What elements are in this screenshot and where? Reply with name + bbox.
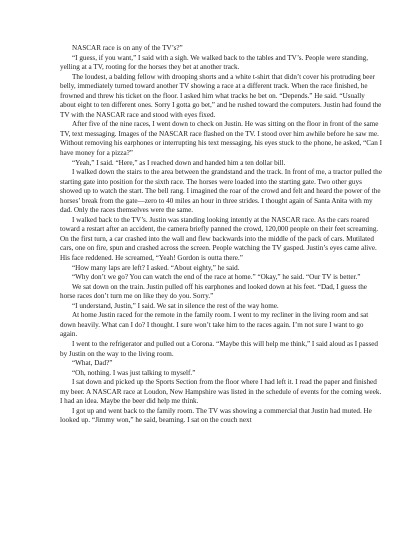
paragraph: I went to the refrigerator and pulled out a Corona. “Maybe this will help me think,” I said aloud as I passed by Justin on the way to the living room. — [60, 339, 378, 358]
paragraph: “What, Dad?” — [72, 359, 113, 368]
paragraph: “Why don’t we go? You can watch the end of the race at home.” “Okay,” he said. “Our TV is better.” — [72, 273, 361, 282]
paragraph: “I guess, if you want,” I said with a sigh. We walked back to the tables and TV’s. People were standing, yelling at a TV, rooting for the horses they bet at another track. — [60, 53, 369, 72]
paragraph: NASCAR race is on any of the TV’s?” — [72, 44, 183, 52]
paragraph: “Oh, nothing. I was just talking to myself.” — [72, 368, 196, 377]
document-page — [60, 44, 382, 426]
paragraph: “Yeah,” I said. “Here,” as I reached down and handed him a ten dollar bill. — [72, 158, 286, 167]
paragraph: I sat down and picked up the Sports Section from the floor where I had left it. I read the paper and finished my beer. A NASCAR race at Loudon, New Hampshire was listed in the schedule of events for the coming week. I had an idea. Maybe the beer did help me think. — [60, 378, 382, 406]
paragraph: The loudest, a balding fellow with drooping shorts and a white t-shirt that didn’t cover his protruding beer belly, immediately turned toward another TV showing a race at a different track. When the race finished, he frowned and threw his ticket on the floor. I asked him what tracks he bet on. “Depends.” He said. “Usually about eight to ten different ones. Sorry I gotta go bet,” and he rushed toward the computers. Justin had found the TV with the NASCAR race and stood with eyes fixed. — [60, 72, 382, 119]
paragraph: I got up and went back to the family room. The TV was showing a commercial that Justin had muted. He looked up. “Jimmy won,” he said, beaming. I sat on the couch next — [60, 406, 372, 425]
paragraph: At home Justin raced for the remote in the family room. I went to my recliner in the living room and sat down heavily. What can I do? I thought. I sure won’t take him to the races again. I’m not sure I want to go again. — [60, 311, 369, 339]
paragraph: We sat down on the train. Justin pulled off his earphones and looked down at his feet. “Dad, I guess the horse races don’t turn me on like they do you. Sorry.” — [60, 282, 367, 301]
paragraph: I walked back to the TV’s. Justin was standing looking intently at the NASCAR race. As the cars roared toward a restart after an accident, the camera briefly panned the crowd, 120,000 people on their feet screaming. On the first turn, a car crashed into the wall and flew backwards into the middle of the pack of cars. Mutilated cars, one on fire, spun and crashed across the screen. People watching the TV gasped. Justin’s eyes came alive. His face reddened. He screamed, “Yeah! Gordon is outta there.” — [60, 215, 379, 263]
paragraph: “How many laps are left? I asked. “About eighty,” he said. — [72, 263, 240, 272]
paragraph: “I understand, Justin,” I said. We sat in silence the rest of the way home. — [72, 301, 279, 310]
paragraph: After five of the nine races, I went down to check on Justin. He was sitting on the floor in front of the same TV, text messaging. Images of the NASCAR race flashed on the TV. I stood over him awhile before he saw me. Without removing his earphones or interrupting his text messaging, his eyes stuck to the phone, he asked, “Can I have money for a pizza?” — [60, 120, 382, 158]
paragraph: I walked down the stairs to the area between the grandstand and the track. In front of me, a tractor pulled the starting gate into position for the sixth race. The horses were loaded into the starting gate. Two other guys showed up to watch the start. The bell rang. I imagined the roar of the crowd and felt and heard the power of the horses’ break from the gate—zero to 40 miles an hour in three strides. I thought again of Santa Anita with my dad. Only the races themselves were the same. — [60, 168, 382, 215]
